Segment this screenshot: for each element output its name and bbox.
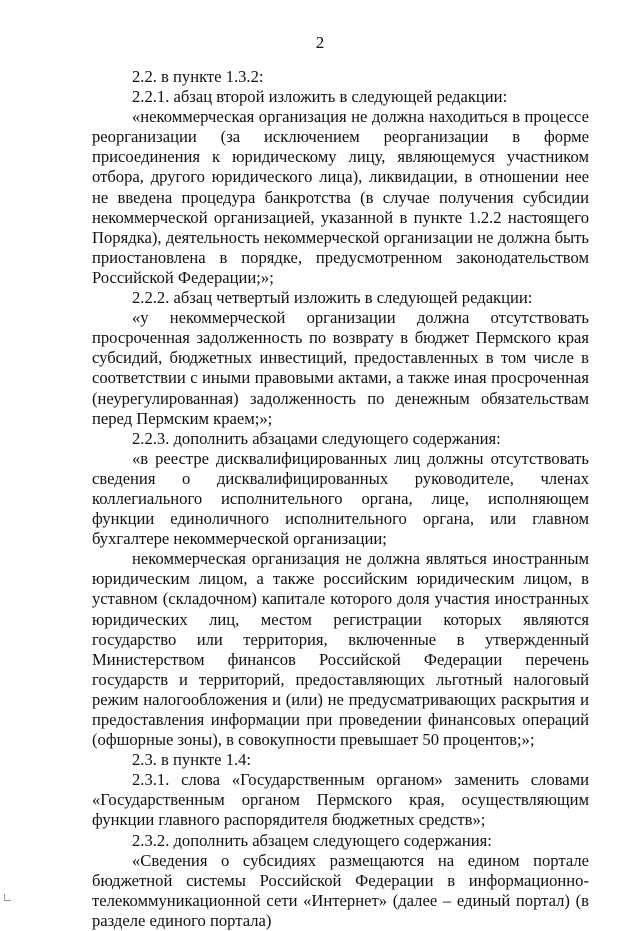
paragraph-2-2-3: 2.2.3. дополнить абзацами следующего содержания:: [132, 428, 501, 448]
quoted-paragraph-reorganization: «некоммерческая организация не должна находиться в процессе реорганизации (за исключением реорганизации в форме присоединения к юридическому лицу, являющемуся участником отбора, другого юридического лица), ликвидации, в отношении нее не введена процедура банкротства (в случае получения субсидии некоммерческой организацией, указанной в пункте 1.2.2 настоящего Порядка), деятельность некоммерческой организации не должна быть приостановлена в порядке, предусмотренном законодательством Российской Федерации;»;: [92, 107, 589, 287]
paragraph-2-2: 2.2. в пункте 1.3.2:: [132, 67, 264, 86]
paragraph-foreign-entity: некоммерческая организация не должна являться иностранным юридическим лицом, а также российским юридическим лицом, в уставном (складочном) капитале которого доля участия иностранных юридических лиц, местом регистрации которых являются государство или территория, включенные в утвержденный Министерством финансов Российской Федерации перечень государств и территорий, предоставляющих льготный налоговый режим налогообложения и (или) не предусматривающих раскрытия и предоставления информации при проведении финансовых операций (офшорные зоны), в совокупности превышает 50 процентов;»;: [92, 549, 589, 750]
scan-corner-mark: [4, 894, 11, 901]
quoted-paragraph-portal: «Сведения о субсидиях размещаются на едином портале бюджетной системы Российской Федерации в информационно-телекоммуникационной сети «Интернет» (далее – единый портал) (в разделе единого портала): [92, 850, 589, 930]
quoted-paragraph-debt: «у некоммерческой организации должна отсутствовать просроченная задолженность по возврату в бюджет Пермского края субсидий, бюджетных инвестиций, предоставленных в том числе в соответствии с иными правовыми актами, а также иная просроченная (неурегулированная) задолженность по денежным обязательствам перед Пермским краем;»;: [92, 308, 589, 428]
paragraph-2-3: 2.3. в пункте 1.4:: [132, 750, 252, 770]
quoted-paragraph-disqualified: «в реестре дисквалифицированных лиц должны отсутствовать сведения о дисквалифицированных руководителе, членах коллегиального исполнительного органа, лице, исполняющем функции единоличного исполнительного органа, или главном бухгалтере некоммерческой организации;: [92, 448, 589, 549]
paragraph-2-3-1: 2.3.1. слова «Государственным органом» заменить словами «Государственным органом Пермского края, осуществляющим функции главного распорядителя бюджетных средств»;: [92, 770, 589, 830]
page-number: 2: [315, 33, 325, 52]
document-body: [92, 67, 589, 931]
paragraph-2-2-2: 2.2.2. абзац четвертый изложить в следующей редакции:: [132, 288, 533, 308]
paragraph-2-3-2: 2.3.2. дополнить абзацем следующего содержания:: [132, 830, 492, 850]
paragraph-2-2-1: 2.2.1. абзац второй изложить в следующей редакции:: [132, 87, 508, 107]
